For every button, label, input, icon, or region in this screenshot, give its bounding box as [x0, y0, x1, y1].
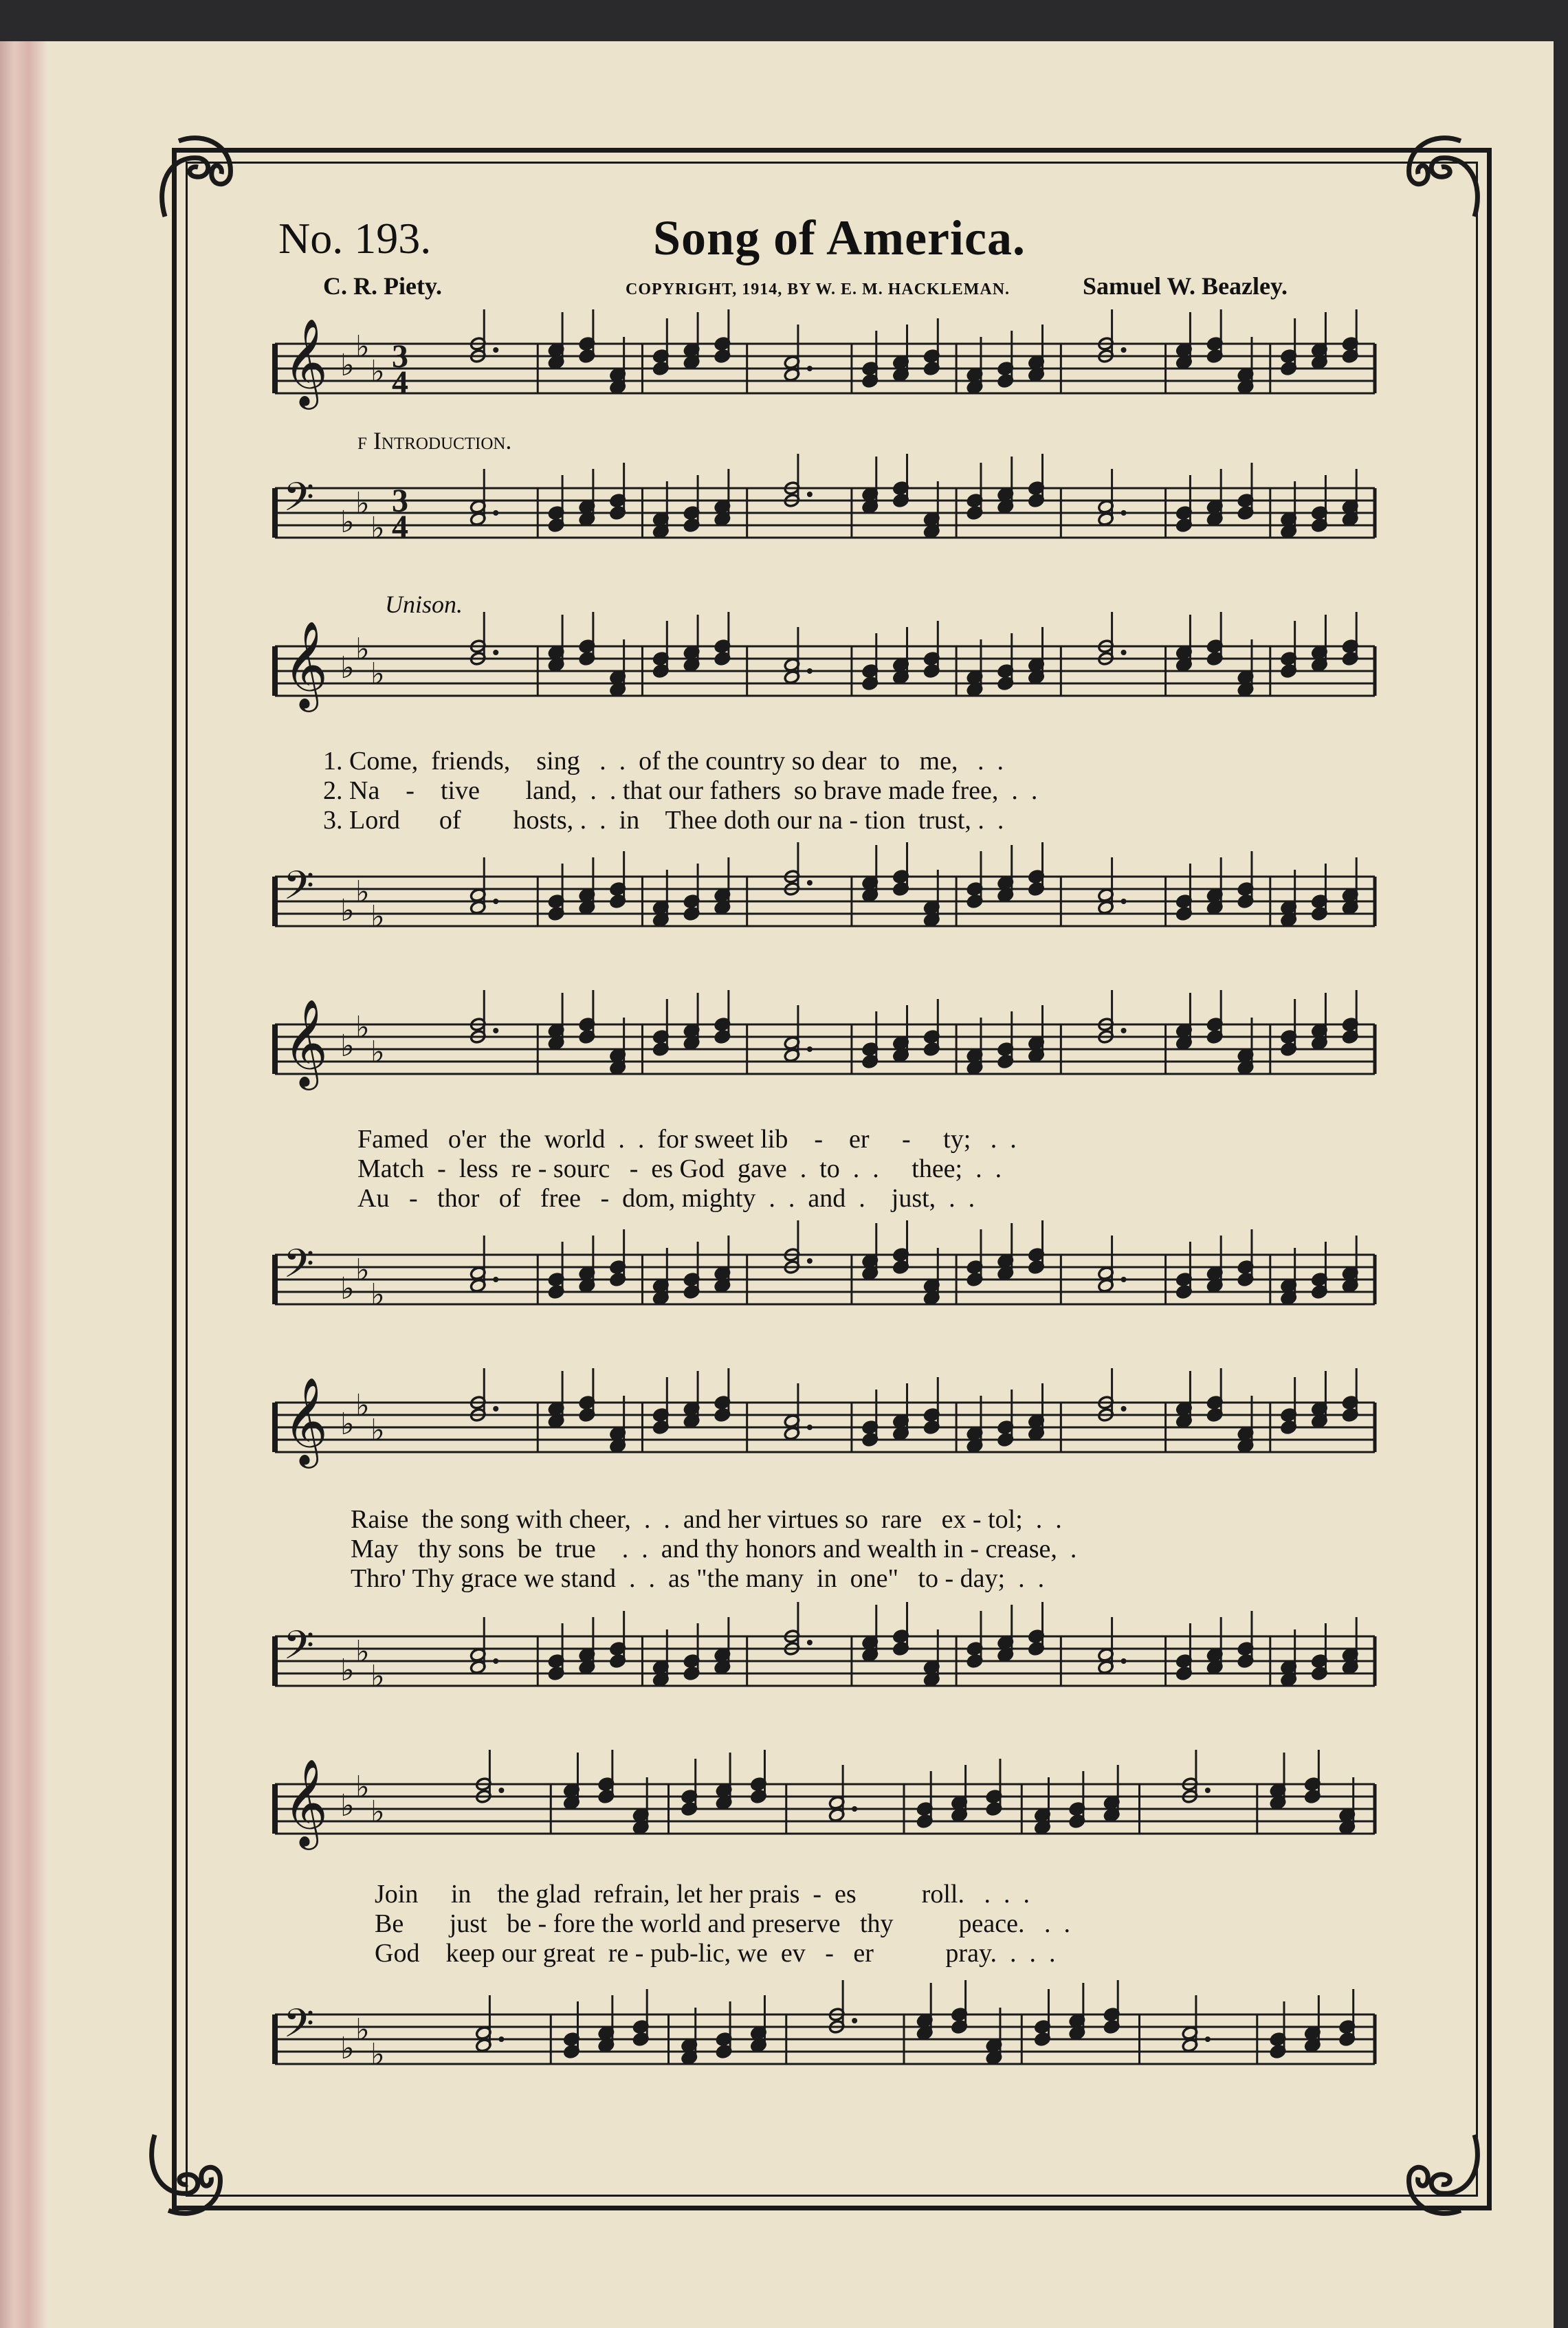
svg-text:𝄞: 𝄞 [283, 1758, 329, 1846]
svg-text:♭: ♭ [355, 1388, 370, 1423]
verse3-bass-staff [272, 1602, 1385, 1739]
svg-text:♭: ♭ [371, 2037, 385, 2072]
composer-credit: C. R. Piety. [323, 272, 442, 300]
corner-ornament-top-right [1385, 127, 1488, 230]
svg-text:𝄢: 𝄢 [283, 474, 315, 530]
svg-text:♭: ♭ [355, 1770, 370, 1805]
svg-text:𝄞: 𝄞 [283, 318, 329, 406]
verse3-treble-staff [272, 1368, 1385, 1506]
svg-text:♭: ♭ [371, 1413, 385, 1448]
svg-text:𝄞: 𝄞 [283, 1376, 329, 1464]
lyric-line-verse4-stanza2: Be just be - fore the world and preserve thy peace. . . [375, 1909, 1070, 1938]
svg-text:♭: ♭ [340, 1653, 355, 1688]
lyric-line-verse1-stanza3: 3. Lord of hosts, . . in Thee doth our na - tion trust, . . [323, 806, 1004, 835]
svg-text:♭: ♭ [340, 1029, 355, 1064]
lyric-line-verse1-stanza1: 1. Come, friends, sing . . of the country so dear to me, . . [323, 747, 1004, 776]
svg-text:3: 3 [392, 483, 408, 519]
svg-text:𝄞: 𝄞 [283, 620, 329, 708]
verse2-bass-staff [272, 1220, 1385, 1358]
svg-text:♭: ♭ [340, 1271, 355, 1306]
svg-text:4: 4 [392, 509, 408, 545]
verse4-bass-staff [272, 1980, 1385, 2118]
svg-text:4: 4 [392, 364, 408, 401]
lyric-line-verse3-stanza1: Raise the song with cheer, . . and her virtues so rare ex - tol; . . [351, 1505, 1062, 1534]
lyric-line-verse2-stanza3: Au - thor of free - dom, mighty . . and . just, . . [357, 1184, 975, 1213]
svg-text:♭: ♭ [340, 893, 355, 928]
song-title: Song of America. [653, 210, 1026, 265]
svg-text:♭: ♭ [355, 2012, 370, 2047]
verse2-treble-staff [272, 990, 1385, 1128]
svg-text:♭: ♭ [355, 486, 370, 521]
svg-text:♭: ♭ [340, 650, 355, 685]
lyric-line-verse4-stanza1: Join in the glad refrain, let her prais - es roll. . . . [375, 1880, 1030, 1909]
corner-ornament-bottom-right [1385, 2121, 1488, 2224]
lyric-line-verse2-stanza1: Famed o'er the world . . for sweet lib - er - ty; . . [357, 1125, 1017, 1154]
verse4-treble-staff [272, 1750, 1385, 1887]
intro-treble-staff [272, 309, 1385, 468]
svg-text:♭: ♭ [371, 1659, 385, 1694]
svg-text:♭: ♭ [355, 632, 370, 667]
corner-ornament-bottom-left [141, 2121, 244, 2224]
svg-text:♭: ♭ [371, 1794, 385, 1830]
introduction-label: f Introduction. [357, 427, 512, 454]
svg-text:𝄞: 𝄞 [283, 998, 329, 1086]
svg-text:♭: ♭ [340, 1407, 355, 1442]
corner-ornament-top-left [151, 127, 254, 230]
svg-text:♭: ♭ [355, 329, 370, 364]
svg-text:♭: ♭ [371, 657, 385, 692]
lyric-line-verse2-stanza2: Match - less re - sourc - es God gave . to . . thee; . . [357, 1154, 1002, 1183]
lyric-line-verse4-stanza3: God keep our great re - pub-lic, we ev - er pray. . . . [375, 1939, 1056, 1968]
svg-text:♭: ♭ [355, 1010, 370, 1045]
lyric-line-verse1-stanza2: 2. Na - tive land, . . that our fathers so brave made free, . . [323, 776, 1038, 805]
svg-text:♭: ♭ [371, 1277, 385, 1313]
svg-text:♭: ♭ [371, 354, 385, 389]
svg-text:♭: ♭ [371, 899, 385, 934]
svg-text:♭: ♭ [340, 1788, 355, 1823]
svg-text:♭: ♭ [340, 348, 355, 383]
lyric-line-verse3-stanza2: May thy sons be true . . and thy honors and wealth in - crease, . [351, 1535, 1077, 1563]
svg-text:𝄢: 𝄢 [283, 862, 315, 919]
author-credit: Samuel W. Beazley. [1083, 272, 1288, 300]
intro-bass-staff [272, 454, 1385, 612]
copyright-notice: COPYRIGHT, 1914, BY W. E. M. HACKLEMAN. [626, 281, 1011, 298]
svg-text:♭: ♭ [355, 1253, 370, 1288]
verse1-treble-staff [272, 612, 1385, 749]
svg-text:♭: ♭ [340, 505, 355, 540]
unison-label: Unison. [385, 591, 463, 618]
lyric-line-verse3-stanza3: Thro' Thy grace we stand . . as "the many in one" to - day; . . [351, 1564, 1045, 1593]
svg-text:♭: ♭ [355, 875, 370, 910]
svg-text:♭: ♭ [371, 1035, 385, 1070]
svg-text:♭: ♭ [340, 2031, 355, 2066]
svg-text:𝄢: 𝄢 [283, 2000, 315, 2056]
svg-text:𝄢: 𝄢 [283, 1622, 315, 1678]
hymn-number: No. 193. [278, 214, 432, 263]
book-spine-edge [0, 41, 48, 2328]
svg-text:♭: ♭ [371, 511, 385, 546]
svg-text:𝄢: 𝄢 [283, 1240, 315, 1297]
svg-text:♭: ♭ [355, 1634, 370, 1669]
verse1-bass-staff [272, 842, 1385, 980]
svg-text:3: 3 [392, 338, 408, 375]
